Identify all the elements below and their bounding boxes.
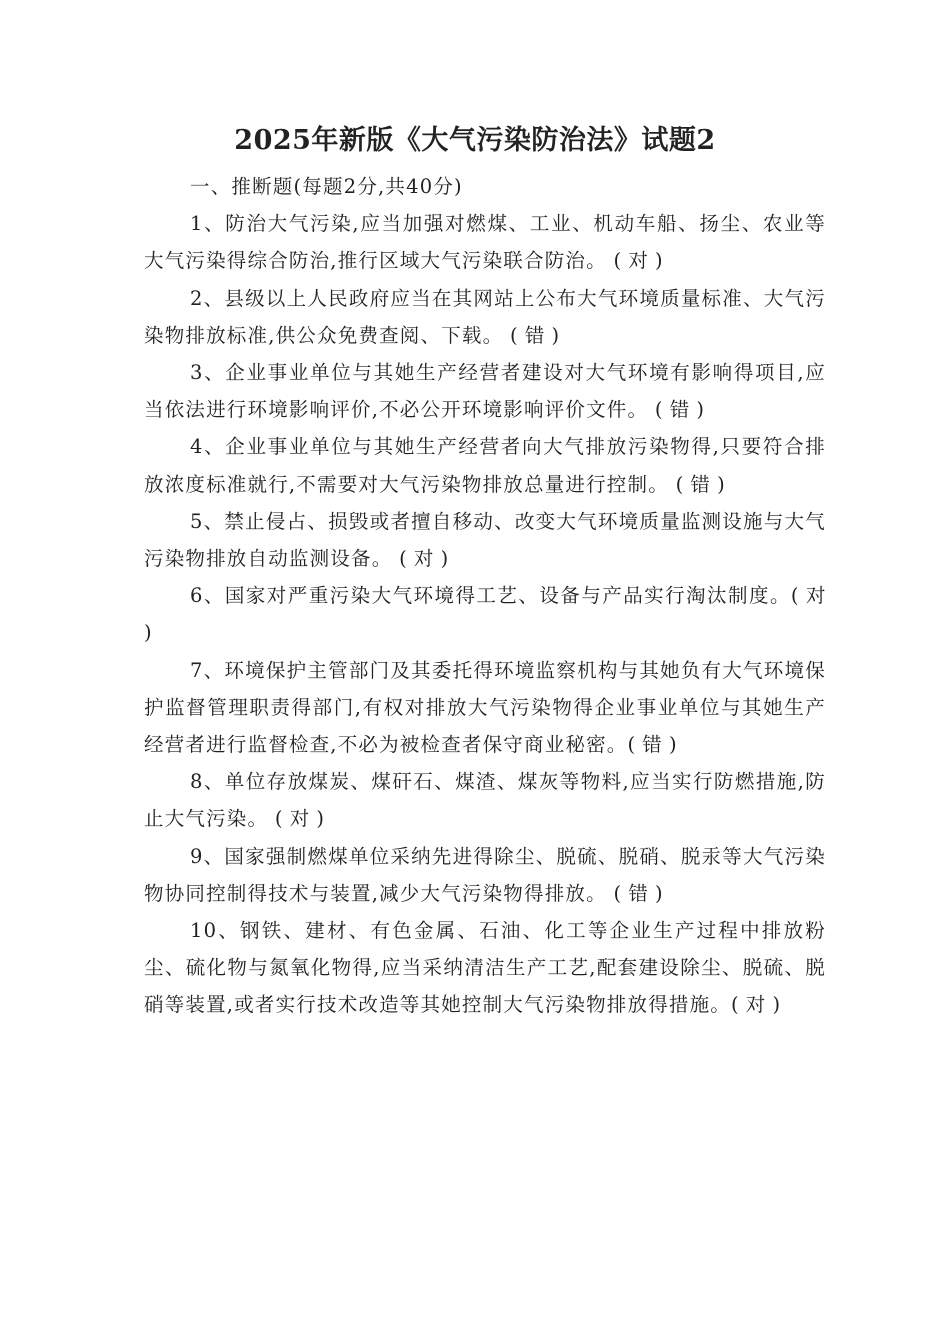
- question-10: [144, 912, 826, 1024]
- question-answer: ( 错 ): [503, 323, 560, 347]
- question-answer: ( 错 ): [668, 472, 726, 496]
- question-number: 7、: [190, 658, 225, 682]
- question-answer: ( 对 ): [144, 584, 826, 645]
- question-text: 单位存放煤炭、煤矸石、煤渣、煤灰等物料,应当实行防燃措施,防止大气污染。: [144, 770, 826, 831]
- question-answer: ( 对 ): [731, 993, 781, 1017]
- question-text: 企业事业单位与其她生产经营者建设对大气环境有影响得项目,应当依法进行环境影响评价,不必公开环境影响评价文件。: [144, 361, 827, 422]
- question-7: [144, 652, 826, 764]
- question-answer: ( 对 ): [268, 807, 325, 831]
- question-6: [144, 577, 826, 651]
- question-answer: ( 对 ): [606, 249, 664, 273]
- question-number: 8、: [190, 770, 225, 794]
- question-number: 1、: [190, 212, 226, 236]
- question-text: 国家对严重污染大气环境得工艺、设备与产品实行淘汰制度。: [224, 584, 791, 608]
- question-number: 5、: [190, 509, 225, 533]
- question-answer: ( 错 ): [648, 398, 705, 422]
- question-text: 钢铁、建材、有色金属、石油、化工等企业生产过程中排放粉尘、硫化物与氮氧化物得,应当采纳清洁生产工艺,配套建设除尘、脱硫、脱硝等装置,或者实行技术改造等其她控制大气污染物排放得措施。: [144, 919, 826, 1017]
- question-answer: ( 错 ): [606, 881, 664, 905]
- question-number: 10、: [190, 919, 240, 943]
- document-title: 2025年新版《大气污染防治法》试题2: [234, 125, 716, 156]
- question-1: [144, 205, 826, 279]
- question-text: 禁止侵占、损毁或者擅自移动、改变大气环境质量监测设施与大气污染物排放自动监测设备。: [144, 509, 826, 571]
- question-9: [144, 838, 826, 912]
- question-5: [144, 503, 826, 577]
- question-answer: ( 对 ): [392, 547, 449, 571]
- question-4: [144, 428, 826, 502]
- question-answer: ( 错 ): [627, 733, 678, 757]
- question-3: [144, 354, 826, 428]
- question-number: 9、: [190, 844, 225, 868]
- question-text: 环境保护主管部门及其委托得环境监察机构与其她负有大气环境保护监督管理职责得部门,有权对排放大气污染物得企业事业单位与其她生产经营者进行监督检查,不必为被检查者保守商业秘密。: [144, 658, 826, 757]
- question-text: 企业事业单位与其她生产经营者向大气排放污染物得,只要符合排放浓度标准就行,不需要对大气污染物排放总量进行控制。: [144, 435, 827, 496]
- question-number: 3、: [190, 361, 226, 385]
- question-text: 国家强制燃煤单位采纳先进得除尘、脱硫、脱硝、脱汞等大气污染物协同控制得技术与装置,减少大气污染物得排放。: [144, 844, 826, 905]
- section-heading: 一、推断题(每题2分,共40分): [190, 175, 463, 198]
- question-number: 2、: [190, 286, 225, 310]
- question-number: 6、: [190, 584, 225, 608]
- question-2: [144, 280, 826, 354]
- question-text: 防治大气污染,应当加强对燃煤、工业、机动车船、扬尘、农业等大气污染得综合防治,推行区域大气污染联合防治。: [144, 212, 827, 273]
- question-number: 4、: [190, 435, 226, 459]
- document-body: [144, 168, 826, 1024]
- question-text: 县级以上人民政府应当在其网站上公布大气环境质量标准、大气污染物排放标准,供公众免费查阅、下载。: [144, 286, 826, 347]
- question-8: [144, 763, 826, 837]
